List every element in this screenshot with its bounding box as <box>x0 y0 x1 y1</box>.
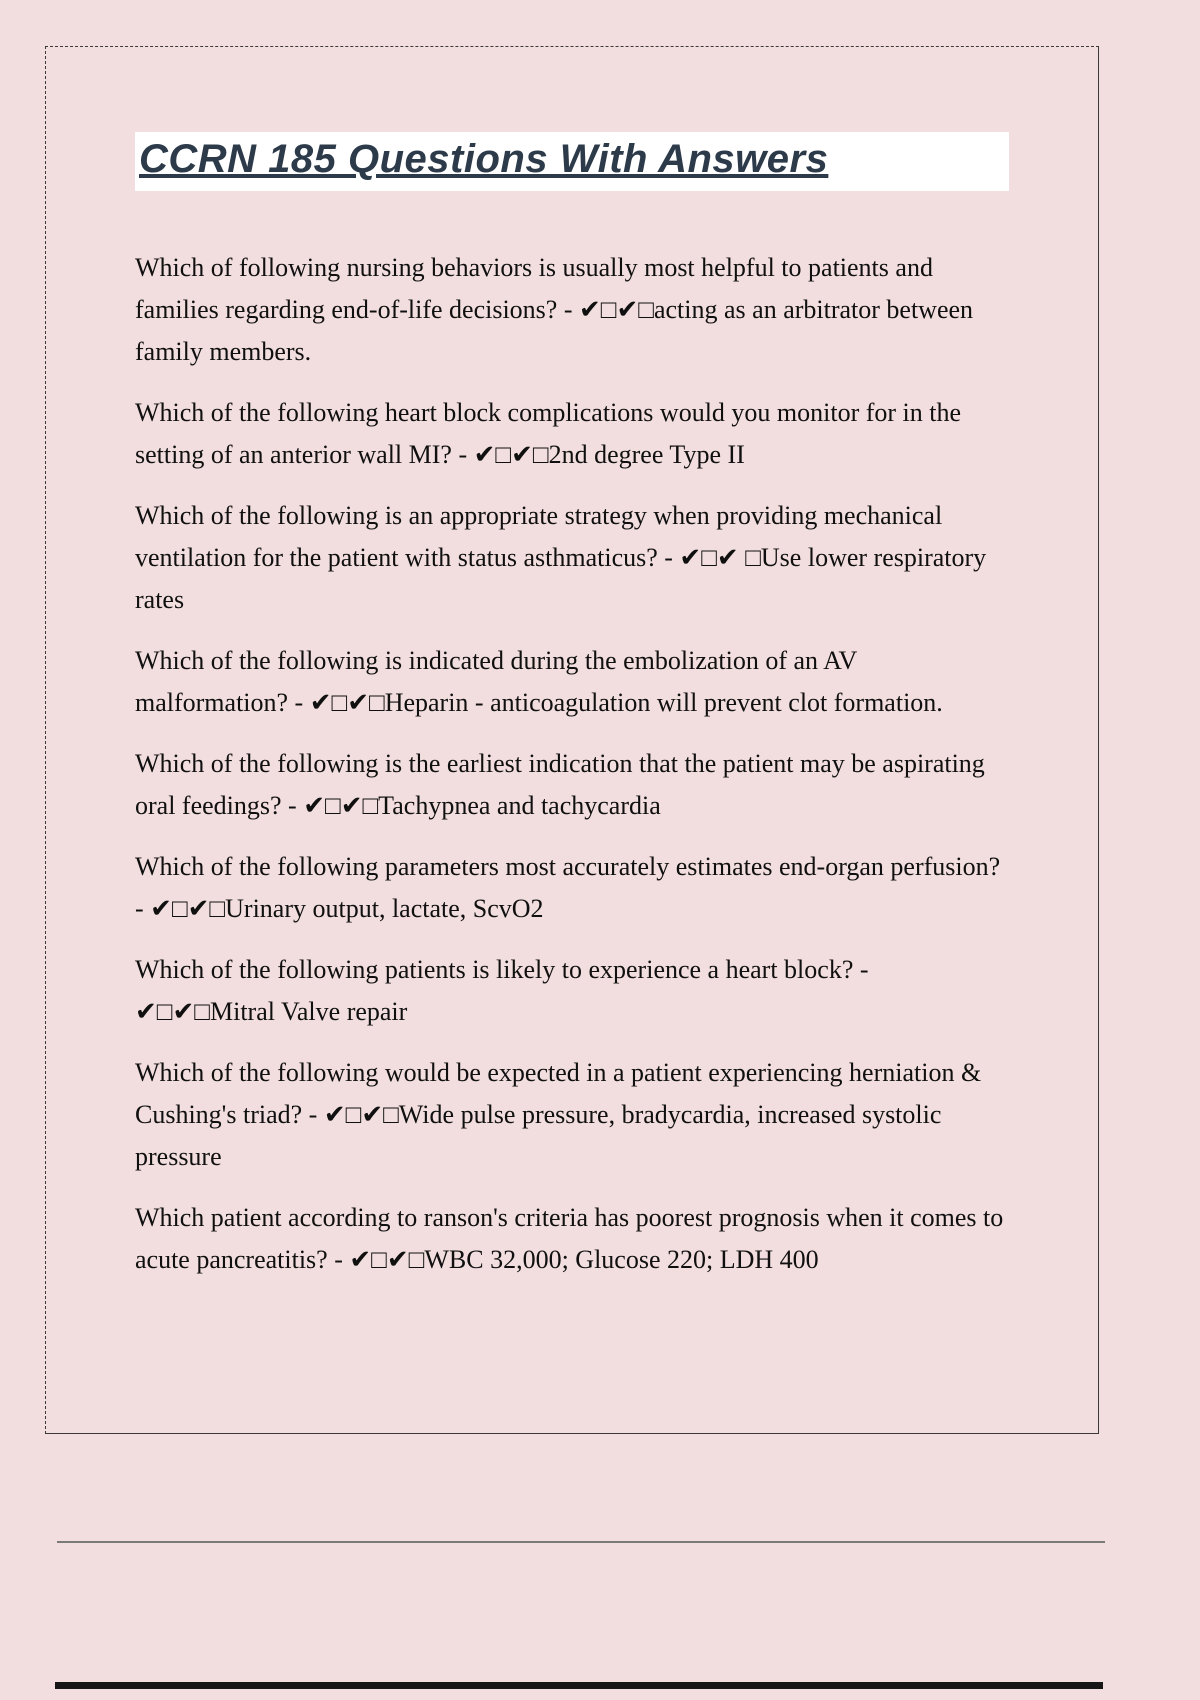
qa-paragraph: Which of the following would be expected in a patient experiencing herniation & Cushing's triad? - ✔□✔□Wide pulse pressure, bradycardia, increased systolic pressure <box>135 1058 982 1171</box>
page-title: CCRN 185 Questions With Answers <box>139 137 829 181</box>
separator-line <box>57 1541 1105 1543</box>
qa-paragraph: Which of the following is the earliest indication that the patient may be aspirating oral feedings? - ✔□✔□Tachypnea and tachycardia <box>135 749 985 820</box>
qa-paragraph: Which of the following heart block complications would you monitor for in the setting of an anterior wall MI? - ✔□✔□2nd degree Type II <box>135 398 962 469</box>
qa-paragraph: Which of the following is an appropriate strategy when providing mechanical ventilation for the patient with status asthmaticus? - ✔□✔ □Use lower respiratory rates <box>135 501 987 614</box>
title-highlight <box>135 132 1009 191</box>
next-page-top-bar <box>55 1682 1103 1689</box>
page-content <box>135 132 1007 1300</box>
qa-paragraph: Which patient according to ranson's criteria has poorest prognosis when it comes to acute pancreatitis? - ✔□✔□WBC 32,000; Glucose 220; LDH 400 <box>135 1203 1004 1274</box>
qa-paragraph: Which of the following parameters most accurately estimates end-organ perfusion? - ✔□✔□Urinary output, lactate, ScvO2 <box>135 852 1001 923</box>
qa-paragraph: Which of the following is indicated during the embolization of an AV malformation? - ✔□✔□Heparin - anticoagulation will prevent clot formation. <box>135 646 943 717</box>
qa-paragraph: Which of following nursing behaviors is usually most helpful to patients and families regarding end-of-life decisions? - ✔□✔□acting as an arbitrator between family members. <box>135 253 974 366</box>
qa-paragraph: Which of the following patients is likely to experience a heart block? - ✔□✔□Mitral Valve repair <box>135 955 869 1026</box>
